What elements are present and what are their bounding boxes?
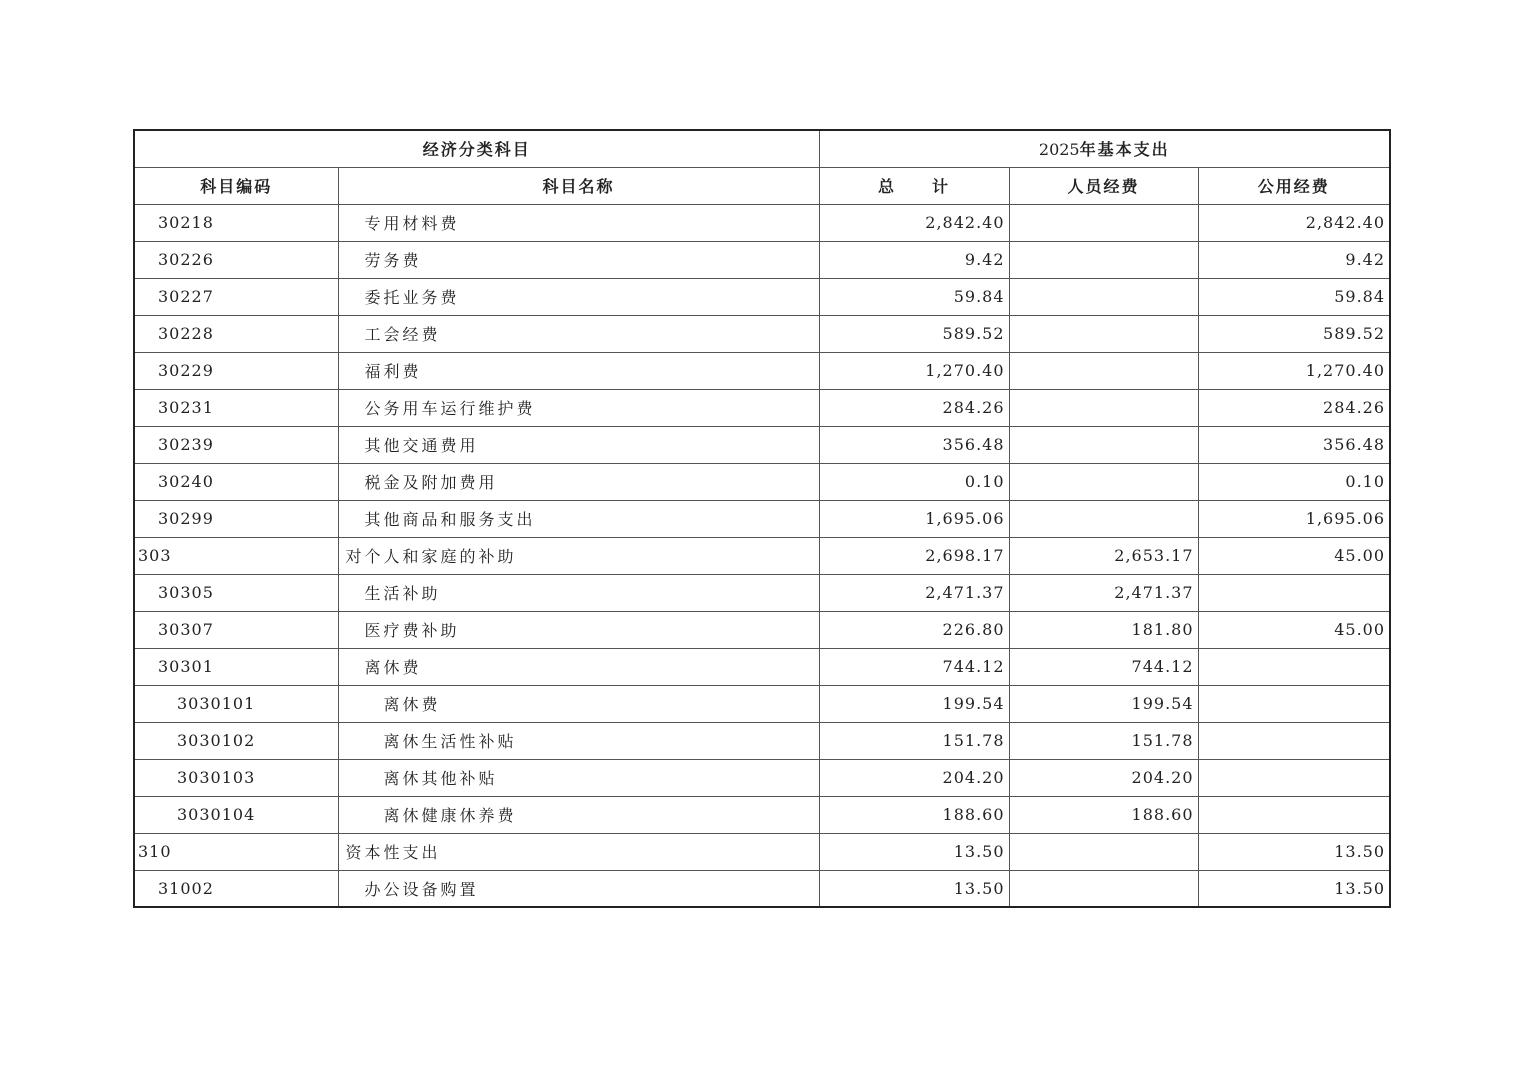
public-cell (1198, 722, 1390, 759)
subject-code-cell: 310 (134, 833, 338, 870)
table-row (134, 500, 1390, 537)
personnel-cell (1009, 204, 1198, 241)
personnel-cell (1009, 278, 1198, 315)
subject-name-cell (338, 759, 819, 796)
subject-name-text: 税金及附加费用 (364, 473, 498, 492)
subject-name-text: 对个人和家庭的补助 (345, 547, 517, 566)
subject-name-text: 福利费 (364, 362, 422, 381)
subject-name-text: 公务用车运行维护费 (364, 399, 536, 418)
personnel-cell (1009, 500, 1198, 537)
table-row (134, 352, 1390, 389)
table-row (134, 611, 1390, 648)
public-cell: 13.50 (1198, 870, 1390, 907)
public-cell: 45.00 (1198, 611, 1390, 648)
subject-name-text: 离休健康休养费 (383, 806, 517, 825)
public-cell: 1,695.06 (1198, 500, 1390, 537)
personnel-cell (1009, 463, 1198, 500)
table-row (134, 426, 1390, 463)
public-cell: 13.50 (1198, 833, 1390, 870)
public-cell (1198, 574, 1390, 611)
subject-name-cell (338, 722, 819, 759)
subject-code-cell: 30226 (134, 241, 338, 278)
basic-expenditure-label: 年基本支出 (1079, 140, 1170, 160)
personnel-cell (1009, 315, 1198, 352)
subject-name-text: 离休费 (364, 658, 422, 677)
group-header-economic-classification: 经济分类科目 (134, 130, 819, 167)
subject-name-cell (338, 278, 819, 315)
personnel-cell: 199.54 (1009, 685, 1198, 722)
subject-name-cell (338, 648, 819, 685)
personnel-cell (1009, 241, 1198, 278)
total-cell: 59.84 (819, 278, 1009, 315)
total-cell: 744.12 (819, 648, 1009, 685)
subject-code-cell: 303 (134, 537, 338, 574)
col-header-public: 公用经费 (1198, 167, 1390, 204)
subject-name-text: 离休其他补贴 (383, 769, 498, 788)
table-row (134, 648, 1390, 685)
table-row (134, 833, 1390, 870)
public-cell (1198, 796, 1390, 833)
personnel-cell: 2,471.37 (1009, 574, 1198, 611)
total-cell: 199.54 (819, 685, 1009, 722)
public-cell: 45.00 (1198, 537, 1390, 574)
public-cell: 284.26 (1198, 389, 1390, 426)
subject-code-cell: 30305 (134, 574, 338, 611)
table-body (134, 204, 1390, 907)
public-cell: 0.10 (1198, 463, 1390, 500)
subject-name-cell (338, 352, 819, 389)
total-cell: 356.48 (819, 426, 1009, 463)
personnel-cell: 2,653.17 (1009, 537, 1198, 574)
subject-code-cell: 3030103 (134, 759, 338, 796)
public-cell (1198, 648, 1390, 685)
table-row (134, 796, 1390, 833)
table-row (134, 463, 1390, 500)
subject-code-cell: 30301 (134, 648, 338, 685)
table-row (134, 241, 1390, 278)
table-row (134, 315, 1390, 352)
subject-name-text: 委托业务费 (364, 288, 460, 307)
personnel-cell: 204.20 (1009, 759, 1198, 796)
personnel-cell: 188.60 (1009, 796, 1198, 833)
group-header-row (134, 130, 1390, 167)
public-cell: 59.84 (1198, 278, 1390, 315)
subject-code-cell: 30299 (134, 500, 338, 537)
col-header-name: 科目名称 (338, 167, 819, 204)
total-cell: 1,695.06 (819, 500, 1009, 537)
subject-code-cell: 30240 (134, 463, 338, 500)
table-row (134, 389, 1390, 426)
public-cell (1198, 685, 1390, 722)
col-header-code: 科目编码 (134, 167, 338, 204)
table-row (134, 759, 1390, 796)
subject-name-cell (338, 833, 819, 870)
total-cell: 2,842.40 (819, 204, 1009, 241)
table-row (134, 537, 1390, 574)
total-cell: 589.52 (819, 315, 1009, 352)
subject-name-cell (338, 685, 819, 722)
subject-name-cell (338, 389, 819, 426)
personnel-cell: 151.78 (1009, 722, 1198, 759)
subject-name-text: 其他交通费用 (364, 436, 479, 455)
public-cell: 2,842.40 (1198, 204, 1390, 241)
subject-name-cell (338, 870, 819, 907)
public-cell: 589.52 (1198, 315, 1390, 352)
group-header-basic-expenditure (819, 130, 1390, 167)
subject-code-cell: 31002 (134, 870, 338, 907)
total-cell: 151.78 (819, 722, 1009, 759)
table-row (134, 574, 1390, 611)
subject-code-cell: 30229 (134, 352, 338, 389)
subject-code-cell: 30239 (134, 426, 338, 463)
subject-name-cell (338, 574, 819, 611)
subject-code-cell: 3030102 (134, 722, 338, 759)
subject-code-cell: 3030104 (134, 796, 338, 833)
table-row (134, 278, 1390, 315)
total-cell: 284.26 (819, 389, 1009, 426)
subject-name-text: 工会经费 (364, 325, 441, 344)
subject-code-cell: 30227 (134, 278, 338, 315)
subject-name-cell (338, 463, 819, 500)
total-cell: 13.50 (819, 870, 1009, 907)
subject-name-cell (338, 426, 819, 463)
subject-code-cell: 3030101 (134, 685, 338, 722)
table-row (134, 722, 1390, 759)
public-cell: 1,270.40 (1198, 352, 1390, 389)
table-row (134, 204, 1390, 241)
subject-name-text: 离休生活性补贴 (383, 732, 517, 751)
expenditure-table (133, 129, 1391, 908)
subject-name-text: 离休费 (383, 695, 441, 714)
subject-name-text: 生活补助 (364, 584, 441, 603)
personnel-cell (1009, 389, 1198, 426)
table-row (134, 870, 1390, 907)
public-cell: 356.48 (1198, 426, 1390, 463)
total-cell: 1,270.40 (819, 352, 1009, 389)
total-cell: 2,698.17 (819, 537, 1009, 574)
subject-name-cell (338, 204, 819, 241)
subject-name-cell (338, 796, 819, 833)
total-cell: 188.60 (819, 796, 1009, 833)
subject-name-text: 劳务费 (364, 251, 422, 270)
subject-name-text: 医疗费补助 (364, 621, 460, 640)
total-cell: 0.10 (819, 463, 1009, 500)
total-cell: 2,471.37 (819, 574, 1009, 611)
table-row (134, 685, 1390, 722)
col-header-total: 总 计 (819, 167, 1009, 204)
total-cell: 226.80 (819, 611, 1009, 648)
personnel-cell (1009, 870, 1198, 907)
subject-code-cell: 30218 (134, 204, 338, 241)
subject-name-text: 资本性支出 (345, 843, 441, 862)
personnel-cell (1009, 352, 1198, 389)
subject-name-text: 办公设备购置 (364, 879, 479, 899)
col-header-personnel: 人员经费 (1009, 167, 1198, 204)
subject-name-text: 其他商品和服务支出 (364, 510, 536, 529)
subject-name-cell (338, 241, 819, 278)
subject-code-cell: 30307 (134, 611, 338, 648)
personnel-cell: 181.80 (1009, 611, 1198, 648)
personnel-cell (1009, 833, 1198, 870)
personnel-cell: 744.12 (1009, 648, 1198, 685)
total-cell: 13.50 (819, 833, 1009, 870)
public-cell: 9.42 (1198, 241, 1390, 278)
subject-name-cell (338, 537, 819, 574)
public-cell (1198, 759, 1390, 796)
subject-code-cell: 30231 (134, 389, 338, 426)
column-header-row (134, 167, 1390, 204)
subject-name-text: 专用材料费 (364, 214, 460, 233)
subject-name-cell (338, 500, 819, 537)
year-label: 2025 (1038, 140, 1080, 160)
subject-name-cell (338, 315, 819, 352)
subject-code-cell: 30228 (134, 315, 338, 352)
total-cell: 9.42 (819, 241, 1009, 278)
total-cell: 204.20 (819, 759, 1009, 796)
personnel-cell (1009, 426, 1198, 463)
subject-name-cell (338, 611, 819, 648)
